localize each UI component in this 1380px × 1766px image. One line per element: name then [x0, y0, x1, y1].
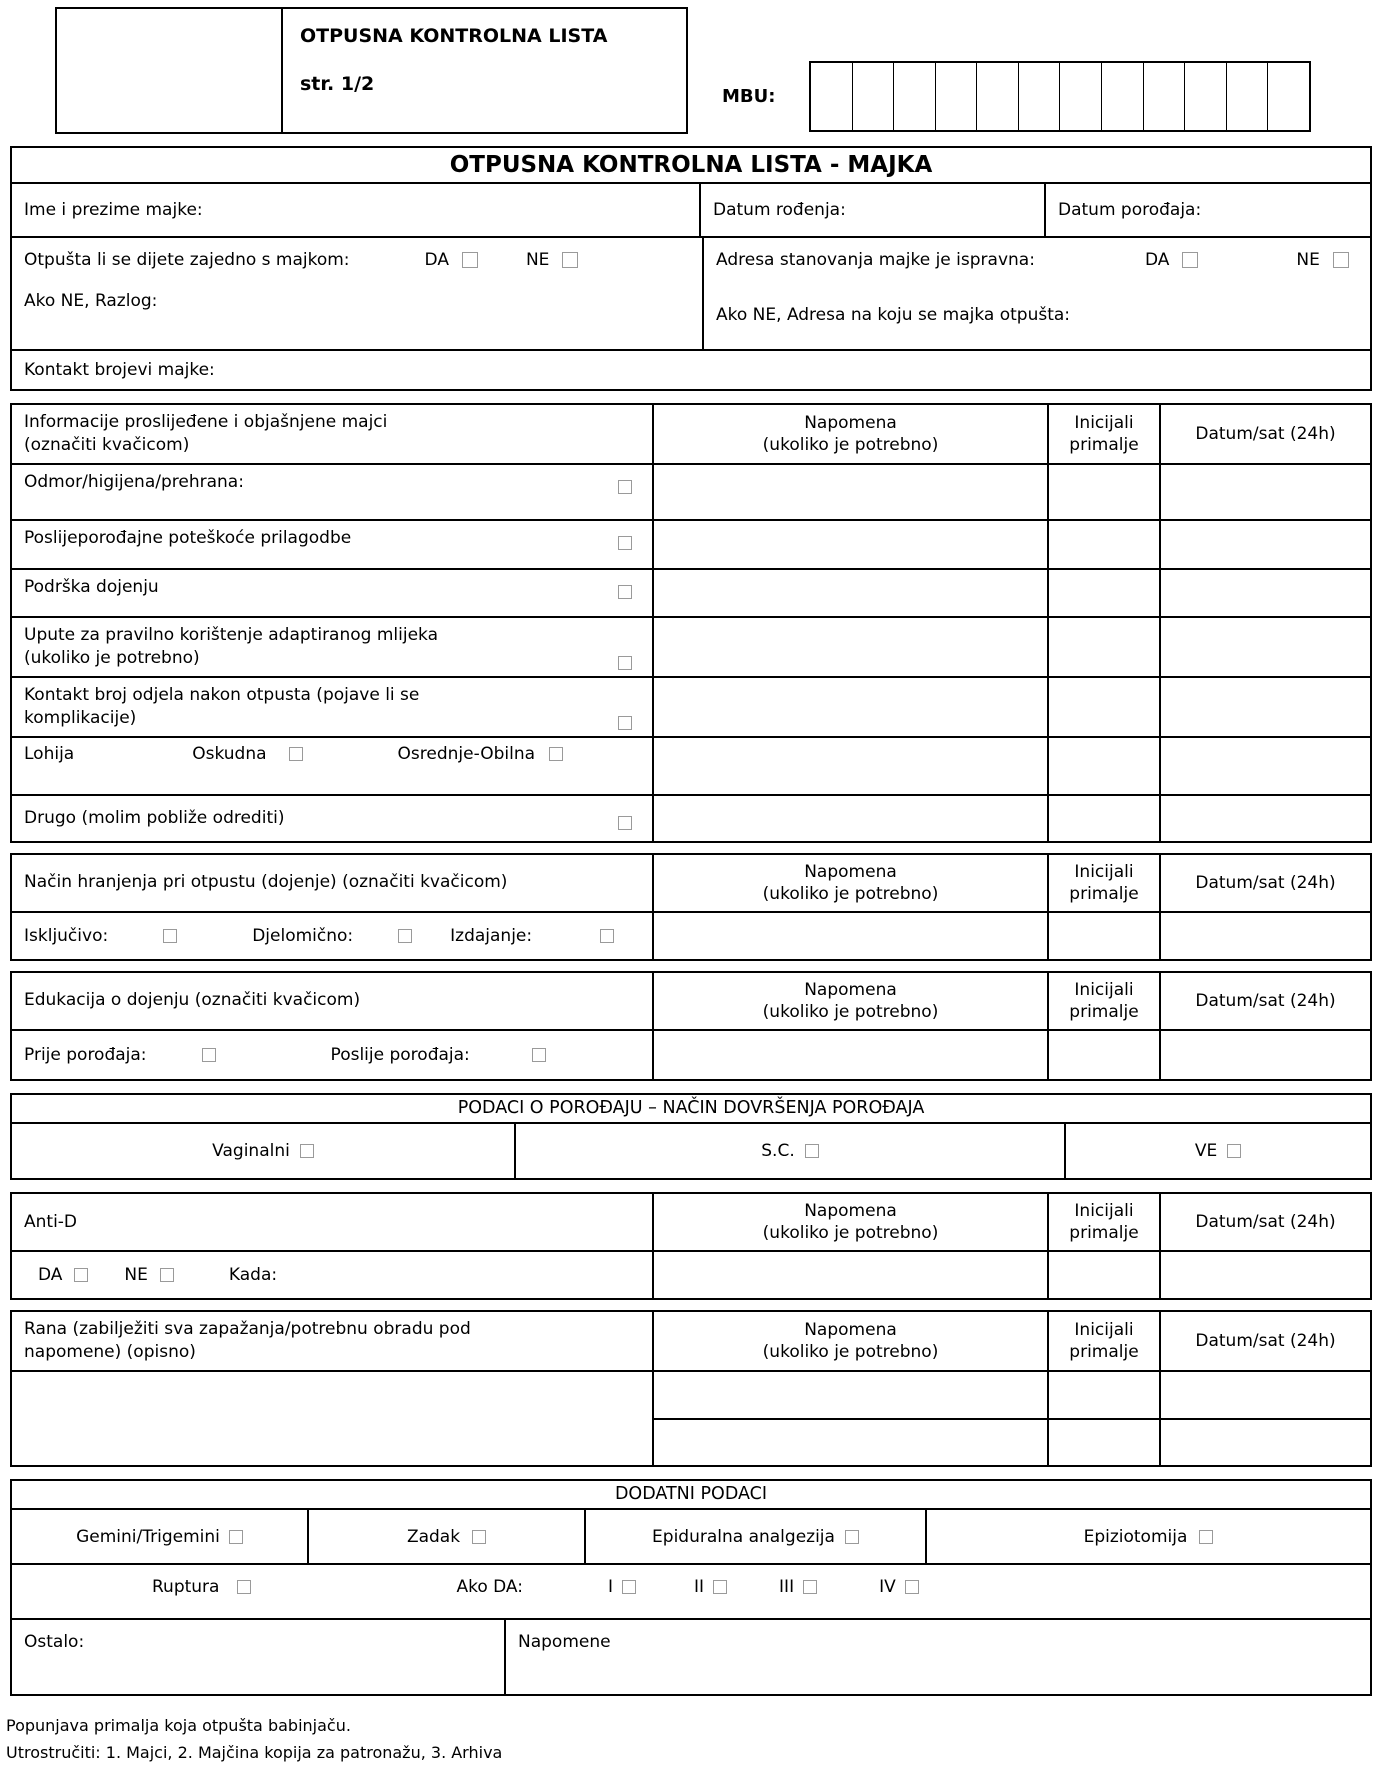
- header-box: [55, 7, 688, 134]
- poteskoce-napomena-cell[interactable]: [652, 521, 1047, 568]
- podrska-napomena-cell[interactable]: [652, 570, 1047, 616]
- odmor-label: Odmor/higijena/prehrana:: [24, 471, 244, 492]
- iskljucivo-label: Isključivo:: [24, 925, 109, 946]
- inicijali-header: Inicijali primalje: [1047, 1194, 1159, 1250]
- feeding-table: [10, 853, 1372, 961]
- rana-note-row-1: [652, 1372, 1370, 1418]
- discharge-row: [12, 236, 1370, 349]
- grade4-checkbox[interactable]: [905, 1580, 919, 1594]
- grade1-label: I: [608, 1577, 614, 1598]
- address-if-no-label: Ako NE, Adresa na koju se majka otpušta:: [716, 305, 1071, 325]
- vaginalni-checkbox[interactable]: [300, 1144, 314, 1158]
- discharge-no-label: NE: [525, 250, 550, 270]
- feeding-napomena-cell[interactable]: [652, 913, 1047, 959]
- sc-checkbox[interactable]: [805, 1144, 819, 1158]
- djelomicno-checkbox[interactable]: [398, 929, 412, 943]
- epiziotomija-checkbox[interactable]: [1199, 1530, 1213, 1544]
- info-row-podrska: [12, 568, 1370, 616]
- discharge-question-cell: [12, 238, 702, 349]
- zadak-checkbox[interactable]: [472, 1530, 486, 1544]
- gemini-label: Gemini/Trigemini: [76, 1526, 220, 1547]
- contact-label: Kontakt brojevi majke:: [24, 360, 215, 380]
- djelomicno-label: Djelomično:: [252, 925, 354, 946]
- datum-header: Datum/sat (24h): [1159, 1312, 1370, 1370]
- identity-row: [12, 182, 1370, 236]
- antid-inicijali-cell[interactable]: [1047, 1252, 1159, 1298]
- antid-no-checkbox[interactable]: [160, 1268, 174, 1282]
- napomena-header: Napomena (ukoliko je potrebno): [652, 973, 1047, 1029]
- address-no-checkbox[interactable]: [1333, 252, 1349, 268]
- education-napomena-cell[interactable]: [652, 1031, 1047, 1079]
- feeding-title: Način hranjenja pri otpustu (dojenje) (označiti kvačicom): [24, 872, 508, 893]
- antid-header-row: [12, 1194, 1370, 1250]
- mbu-cell[interactable]: [893, 63, 935, 130]
- mbu-cell[interactable]: [811, 63, 852, 130]
- kontakt-broj-inicijali-cell[interactable]: [1047, 678, 1159, 736]
- ve-label: VE: [1194, 1141, 1218, 1161]
- podrska-label: Podrška dojenju: [24, 576, 159, 597]
- mbu-cell[interactable]: [1018, 63, 1060, 130]
- antid-options-row: [12, 1250, 1370, 1298]
- discharge-question: Otpušta li se dijete zajedno s majkom:: [24, 250, 350, 270]
- mbu-grid: [809, 61, 1311, 132]
- poteskoce-datum-cell[interactable]: [1159, 521, 1370, 568]
- lohija-inicijali-cell[interactable]: [1047, 738, 1159, 794]
- odmor-datum-cell[interactable]: [1159, 465, 1370, 519]
- mother-name-label: Ime i prezime majke:: [24, 200, 203, 220]
- mbu-cell[interactable]: [1226, 63, 1268, 130]
- napomena-header: Napomena (ukoliko je potrebno): [652, 1194, 1047, 1250]
- podrska-checkbox[interactable]: [618, 585, 632, 599]
- grade1-checkbox[interactable]: [622, 1580, 636, 1594]
- podrska-inicijali-cell[interactable]: [1047, 570, 1159, 616]
- upute-datum-cell[interactable]: [1159, 618, 1370, 676]
- mbu-cell[interactable]: [976, 63, 1018, 130]
- rana-napomena-cell-1[interactable]: [652, 1372, 1047, 1418]
- lohija-oskudna-checkbox[interactable]: [289, 747, 303, 761]
- napomena-header: Napomena (ukoliko je potrebno): [652, 405, 1047, 463]
- document-header: [0, 0, 1380, 140]
- datum-header: Datum/sat (24h): [1159, 405, 1370, 463]
- grade2-checkbox[interactable]: [713, 1580, 727, 1594]
- kontakt-broj-label-line1: Kontakt broj odjela nakon otpusta (pojave li se: [24, 684, 420, 705]
- upute-checkbox[interactable]: [618, 656, 632, 670]
- rana-napomena-cell-2[interactable]: [652, 1420, 1047, 1466]
- inicijali-header: Inicijali primalje: [1047, 973, 1159, 1029]
- education-inicijali-cell[interactable]: [1047, 1031, 1159, 1079]
- antid-yes-checkbox[interactable]: [74, 1268, 88, 1282]
- mbu-cell[interactable]: [1267, 63, 1309, 130]
- odmor-napomena-cell[interactable]: [652, 465, 1047, 519]
- lohija-obilna-checkbox[interactable]: [549, 747, 563, 761]
- napomene-label: Napomene: [518, 1632, 611, 1653]
- grade3-label: III: [779, 1577, 795, 1598]
- izdajanje-label: Izdajanje:: [450, 925, 533, 946]
- footer-notes: [6, 1712, 1380, 1766]
- info-row-lohija: [12, 736, 1370, 794]
- education-table: [10, 971, 1372, 1081]
- address-question-cell: [702, 238, 1370, 349]
- datum-header: Datum/sat (24h): [1159, 1194, 1370, 1250]
- additional-options-row: [12, 1508, 1370, 1563]
- antid-napomena-cell[interactable]: [652, 1252, 1047, 1298]
- education-options-row: [12, 1029, 1370, 1079]
- antid-yes-label: DA: [38, 1265, 63, 1286]
- lohija-napomena-cell[interactable]: [652, 738, 1047, 794]
- footer-line-2: Utrostručiti: 1. Majci, 2. Majčina kopija za patronažu, 3. Arhiva: [6, 1743, 503, 1763]
- address-question: Adresa stanovanja majke je ispravna:: [716, 250, 1035, 270]
- address-no-label: NE: [1296, 250, 1320, 270]
- mbu-cell[interactable]: [1184, 63, 1226, 130]
- rana-inicijali-cell-1[interactable]: [1047, 1372, 1159, 1418]
- kontakt-broj-label-line2: komplikacije): [24, 707, 137, 728]
- information-header-row: [12, 405, 1370, 463]
- inicijali-header: Inicijali primalje: [1047, 1312, 1159, 1370]
- odmor-checkbox[interactable]: [618, 480, 632, 494]
- footer-line-1: Popunjava primalja koja otpušta babinjaču.: [6, 1716, 351, 1736]
- grade2-label: II: [694, 1577, 705, 1598]
- info-row-odmor: [12, 463, 1370, 519]
- izdajanje-checkbox[interactable]: [600, 929, 614, 943]
- antid-datum-cell[interactable]: [1159, 1252, 1370, 1298]
- epiduralna-label: Epiduralna analgezija: [652, 1526, 835, 1547]
- poteskoce-label: Poslijeporođajne poteškoće prilagodbe: [24, 527, 352, 548]
- mother-header-table: [10, 146, 1372, 391]
- gemini-checkbox[interactable]: [229, 1530, 243, 1544]
- rana-table: [10, 1310, 1372, 1467]
- drugo-inicijali-cell[interactable]: [1047, 796, 1159, 841]
- info-row-upute: [12, 616, 1370, 676]
- kontakt-broj-checkbox[interactable]: [618, 716, 632, 730]
- antid-no-label: NE: [124, 1265, 148, 1286]
- contact-row: [12, 349, 1370, 389]
- ostalo-label: Ostalo:: [24, 1632, 85, 1653]
- mbu-cell[interactable]: [1143, 63, 1185, 130]
- rana-body: [12, 1370, 1370, 1465]
- ruptura-row: [12, 1563, 1370, 1618]
- upute-inicijali-cell[interactable]: [1047, 618, 1159, 676]
- epiduralna-checkbox[interactable]: [845, 1530, 859, 1544]
- document-title: OTPUSNA KONTROLNA LISTA: [300, 25, 608, 47]
- additional-title-row: [12, 1481, 1370, 1508]
- upute-label-line2: (ukoliko je potrebno): [24, 647, 200, 668]
- discharge-yes-label: DA: [424, 250, 449, 270]
- drugo-checkbox[interactable]: [618, 816, 632, 830]
- sc-label: S.C.: [761, 1141, 795, 1161]
- education-datum-cell[interactable]: [1159, 1031, 1370, 1079]
- ve-checkbox[interactable]: [1227, 1144, 1241, 1158]
- birth-date-label: Datum rođenja:: [699, 184, 1044, 236]
- discharge-no-checkbox[interactable]: [562, 252, 578, 268]
- antid-table: [10, 1192, 1372, 1300]
- prije-porodaja-checkbox[interactable]: [202, 1048, 216, 1062]
- ruptura-label: Ruptura: [152, 1577, 220, 1598]
- additional-title: DODATNI PODACI: [614, 1484, 768, 1505]
- birth-mode-title-row: [12, 1095, 1370, 1122]
- mbu-cell[interactable]: [1101, 63, 1143, 130]
- kontakt-broj-napomena-cell[interactable]: [652, 678, 1047, 736]
- drugo-datum-cell[interactable]: [1159, 796, 1370, 841]
- mbu-cell[interactable]: [852, 63, 894, 130]
- drugo-label: Drugo (molim pobliže odrediti): [24, 807, 285, 828]
- form-title-row: [12, 148, 1370, 182]
- birth-mode-options-row: [12, 1122, 1370, 1178]
- address-yes-checkbox[interactable]: [1182, 252, 1198, 268]
- mbu-cell[interactable]: [1059, 63, 1101, 130]
- lohija-oskudna-label: Oskudna: [192, 743, 267, 764]
- mbu-label: MBU:: [722, 86, 776, 107]
- rana-note-row-2: [652, 1418, 1370, 1466]
- upute-label-line1: Upute za pravilno korištenje adaptiranog mlijeka: [24, 624, 438, 645]
- logo-box: [57, 9, 283, 132]
- rana-description-cell[interactable]: [12, 1372, 652, 1465]
- feeding-datum-cell[interactable]: [1159, 913, 1370, 959]
- rana-datum-cell-1[interactable]: [1159, 1372, 1370, 1418]
- grade3-checkbox[interactable]: [803, 1580, 817, 1594]
- zadak-label: Zadak: [406, 1526, 461, 1547]
- odmor-inicijali-cell[interactable]: [1047, 465, 1159, 519]
- form-title: OTPUSNA KONTROLNA LISTA - MAJKA: [449, 152, 933, 178]
- discharge-reason-label: Ako NE, Razlog:: [24, 291, 158, 311]
- epiziotomija-label: Epiziotomija: [1083, 1526, 1188, 1547]
- rana-datum-cell-2[interactable]: [1159, 1420, 1370, 1466]
- drugo-napomena-cell[interactable]: [652, 796, 1047, 841]
- info-row-kontakt-broj: [12, 676, 1370, 736]
- upute-napomena-cell[interactable]: [652, 618, 1047, 676]
- discharge-yes-checkbox[interactable]: [462, 252, 478, 268]
- inicijali-header: Inicijali primalje: [1047, 405, 1159, 463]
- header-title-box: [283, 9, 686, 132]
- delivery-date-label: Datum porođaja:: [1044, 184, 1370, 236]
- lohija-obilna-label: Osrednje-Obilna: [397, 743, 536, 764]
- kontakt-broj-datum-cell[interactable]: [1159, 678, 1370, 736]
- rana-title: Rana (zabilježiti sva zapažanja/potrebnu obradu pod napomene) (opisno): [24, 1319, 471, 1363]
- page-number: str. 1/2: [300, 73, 375, 95]
- napomene-cell[interactable]: [504, 1620, 1370, 1694]
- information-header: Informacije proslijeđene i objašnjene majci (označiti kvačicom): [24, 412, 388, 455]
- iskljucivo-checkbox[interactable]: [163, 929, 177, 943]
- birth-mode-title: PODACI O POROĐAJU – NAČIN DOVRŠENJA POROĐAJA: [457, 1098, 925, 1118]
- feeding-options-row: [12, 911, 1370, 959]
- info-row-poteskoce: [12, 519, 1370, 568]
- ako-da-label: Ako DA:: [456, 1577, 523, 1598]
- inicijali-header: Inicijali primalje: [1047, 855, 1159, 911]
- ostalo-cell[interactable]: [12, 1620, 504, 1694]
- additional-data-table: [10, 1479, 1372, 1696]
- napomena-header: Napomena (ukoliko je potrebno): [652, 1312, 1047, 1370]
- prije-porodaja-label: Prije porođaja:: [24, 1045, 147, 1065]
- ruptura-checkbox[interactable]: [237, 1580, 251, 1594]
- mbu-cell[interactable]: [935, 63, 977, 130]
- poteskoce-inicijali-cell[interactable]: [1047, 521, 1159, 568]
- education-header-row: [12, 973, 1370, 1029]
- poteskoce-checkbox[interactable]: [618, 536, 632, 550]
- grade4-label: IV: [879, 1577, 896, 1598]
- poslije-porodaja-label: Poslije porođaja:: [330, 1045, 470, 1065]
- info-row-drugo: [12, 794, 1370, 841]
- datum-header: Datum/sat (24h): [1159, 855, 1370, 911]
- datum-header: Datum/sat (24h): [1159, 973, 1370, 1029]
- antid-when-label: Kada:: [228, 1265, 278, 1286]
- podrska-datum-cell[interactable]: [1159, 570, 1370, 616]
- vaginalni-label: Vaginalni: [212, 1141, 290, 1161]
- rana-header-row: [12, 1312, 1370, 1370]
- poslije-porodaja-checkbox[interactable]: [532, 1048, 546, 1062]
- birth-mode-table: [10, 1093, 1372, 1180]
- rana-inicijali-cell-2[interactable]: [1047, 1420, 1159, 1466]
- lohija-label: Lohija: [24, 743, 75, 764]
- napomena-header: Napomena (ukoliko je potrebno): [652, 855, 1047, 911]
- address-yes-label: DA: [1144, 250, 1170, 270]
- feeding-header-row: [12, 855, 1370, 911]
- ostalo-row: [12, 1618, 1370, 1694]
- education-title: Edukacija o dojenju (označiti kvačicom): [24, 990, 361, 1011]
- information-table: [10, 403, 1372, 843]
- lohija-datum-cell[interactable]: [1159, 738, 1370, 794]
- feeding-inicijali-cell[interactable]: [1047, 913, 1159, 959]
- antid-title: Anti-D: [24, 1211, 78, 1232]
